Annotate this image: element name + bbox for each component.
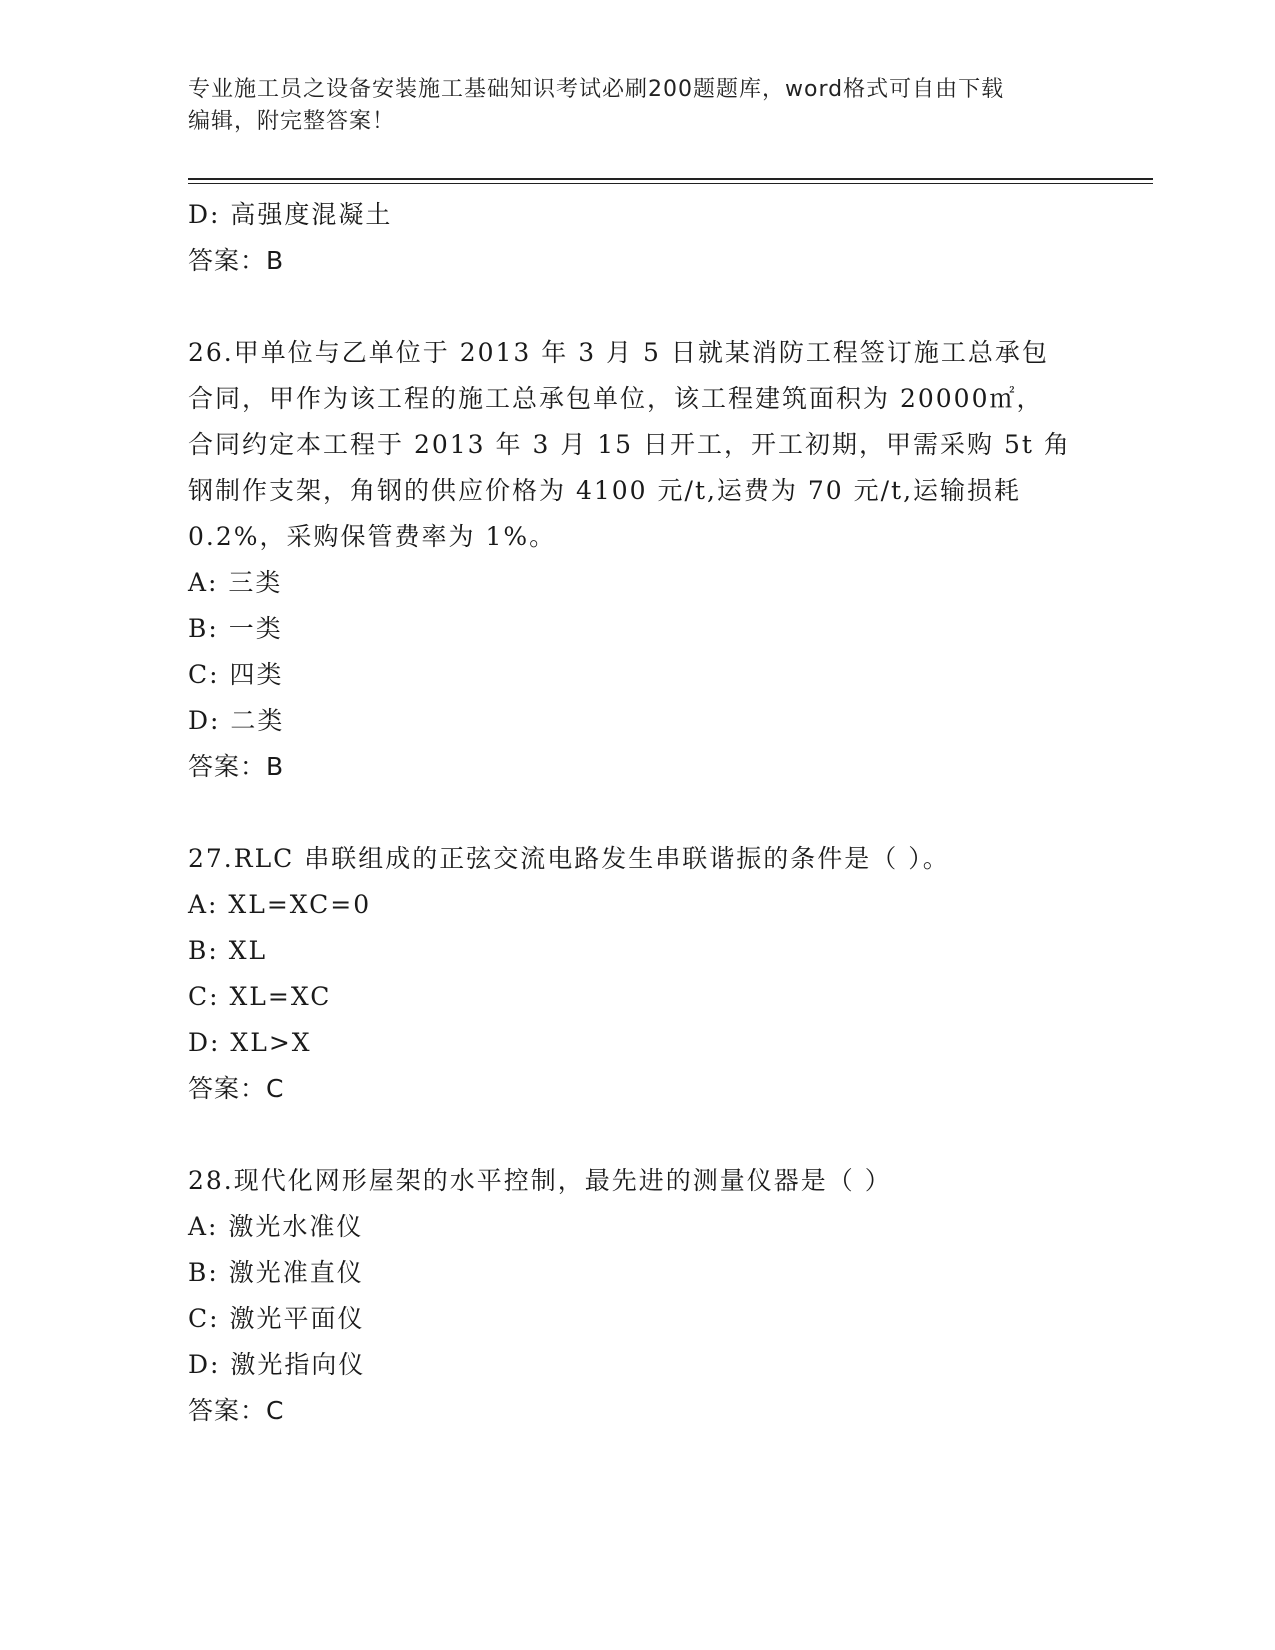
answer: 答案：C — [188, 1396, 285, 1425]
document-header — [188, 74, 1068, 138]
option-d: D: 二类 — [188, 706, 285, 735]
option-d: D: XL>X — [188, 1028, 312, 1057]
question-text-line: 钢制作支架，角钢的供应价格为 4100 元/t,运费为 70 元/t,运输损耗 — [188, 476, 1022, 505]
answer: 答案：B — [188, 246, 285, 275]
header-rule-thick — [188, 178, 1153, 180]
question-26 — [188, 330, 1088, 790]
question-text-line: 27.RLC 串联组成的正弦交流电路发生串联谐振的条件是（ ）。 — [188, 844, 950, 873]
question-text-line: 合同约定本工程于 2013 年 3 月 15 日开工，开工初期，甲需采购 5t 角 — [188, 430, 1071, 459]
question-text-line: 合同，甲作为该工程的施工总承包单位，该工程建筑面积为 20000㎡， — [188, 384, 1044, 413]
option-b: B: 激光准直仪 — [188, 1258, 364, 1287]
option-c: C: 四类 — [188, 660, 284, 689]
document-body — [188, 192, 1088, 1434]
option-a: A: XL=XC=0 — [188, 890, 372, 919]
option-a: A: 激光水准仪 — [188, 1212, 364, 1241]
question-text-line: 26.甲单位与乙单位于 2013 年 3 月 5 日就某消防工程签订施工总承包 — [188, 338, 1049, 367]
previous-question-tail — [188, 192, 1088, 284]
option-d: D: 激光指向仪 — [188, 1350, 366, 1379]
header-line-2: 编辑，附完整答案！ — [188, 109, 396, 134]
question-27 — [188, 836, 1088, 1112]
header-line-1: 专业施工员之设备安装施工基础知识考试必刷200题题库，word格式可自由下载 — [188, 77, 1005, 102]
option-b: B: 一类 — [188, 614, 283, 643]
answer: 答案：B — [188, 752, 285, 781]
option-c: C: XL=XC — [188, 982, 332, 1011]
question-28 — [188, 1158, 1088, 1434]
question-text-line: 28.现代化网形屋架的水平控制，最先进的测量仪器是（ ） — [188, 1166, 892, 1195]
question-text-line: 0.2%，采购保管费率为 1%。 — [188, 522, 557, 551]
option-b: B: XL — [188, 936, 268, 965]
option-a: A: 三类 — [188, 568, 283, 597]
option-d: D: 高强度混凝土 — [188, 200, 393, 229]
option-c: C: 激光平面仪 — [188, 1304, 365, 1333]
answer: 答案：C — [188, 1074, 285, 1103]
header-rule-thin — [188, 183, 1153, 184]
